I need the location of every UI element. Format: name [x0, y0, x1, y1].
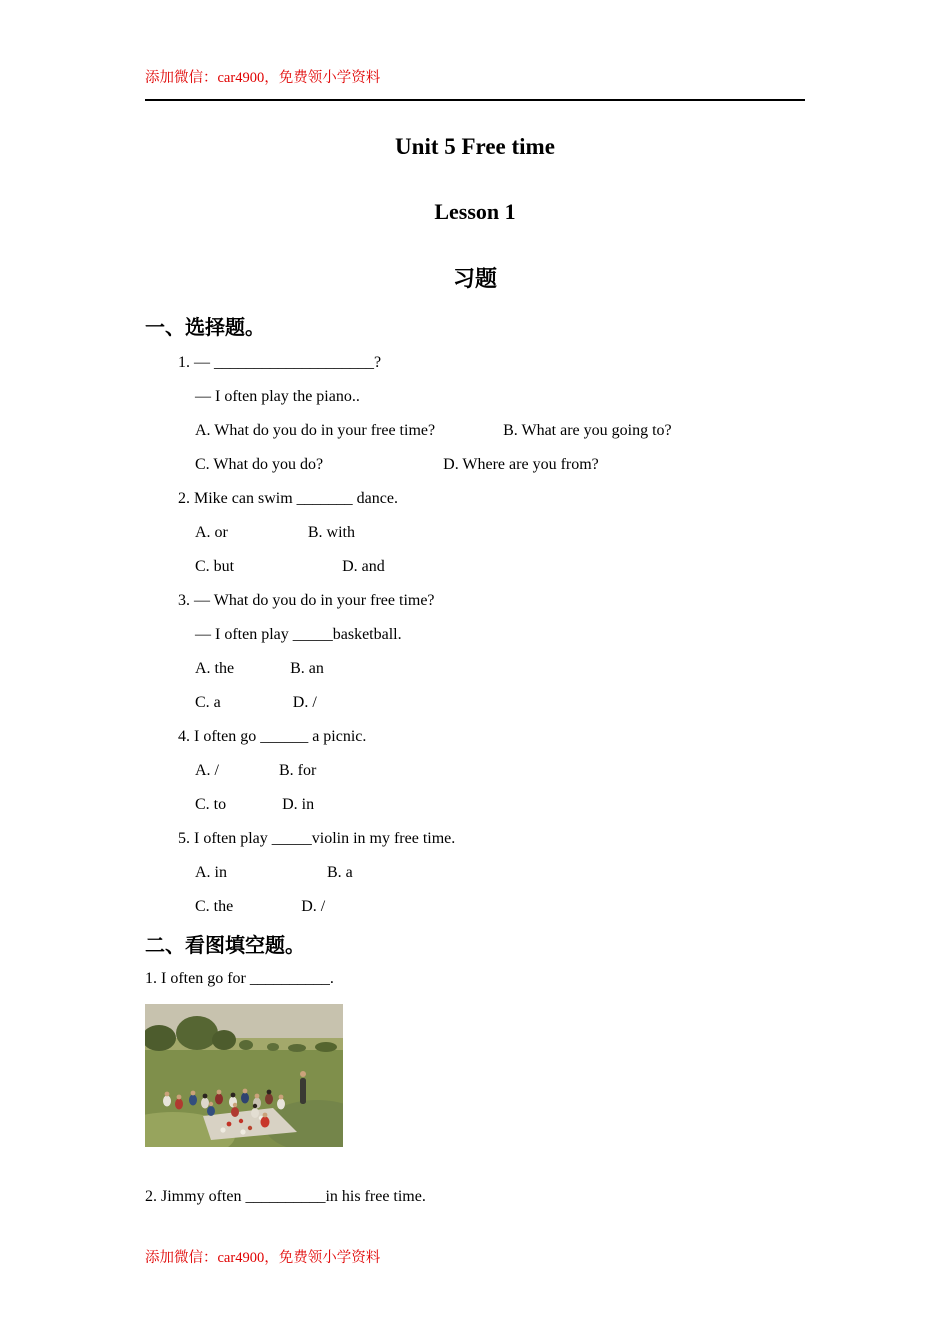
q2-stem: 2. Mike can swim _______ dance.: [178, 490, 398, 507]
q1-options-cd: C. What do you do? D. Where are you from?: [195, 456, 599, 473]
section1-heading: 一、选择题。: [145, 317, 265, 339]
q3-options-cd: C. a D. /: [195, 694, 317, 711]
section2-heading: 二、看图填空题。: [145, 935, 305, 957]
lesson-title: Lesson 1: [434, 199, 516, 224]
q1-stem: 1. — ____________________?: [178, 354, 382, 371]
q5-options-cd: C. the D. /: [195, 898, 326, 915]
picnic-photo-graphic: [145, 1004, 343, 1147]
q3-response: — I often play _____basketball.: [195, 626, 402, 643]
watermark-top: 添加微信：car4900，免费领小学资料: [145, 70, 381, 86]
q5-options-ab: A. in B. a: [195, 864, 353, 881]
exercise-title: 习题: [452, 266, 497, 291]
q5-stem: 5. I often play _____violin in my free time.: [178, 830, 456, 847]
fill-q2: 2. Jimmy often __________in his free time.: [145, 1188, 426, 1205]
unit-title: Unit 5 Free time: [395, 134, 555, 159]
q3-stem: 3. — What do you do in your free time?: [178, 592, 435, 609]
watermark-bottom: 添加微信：car4900，免费领小学资料: [145, 1250, 381, 1266]
q2-options-ab: A. or B. with: [195, 524, 355, 541]
divider-line: [145, 99, 805, 101]
choice-questions: [0, 346, 950, 924]
q1-response: — I often play the piano..: [195, 388, 360, 405]
q4-options-ab: A. / B. for: [195, 762, 317, 779]
q4-options-cd: C. to D. in: [195, 796, 315, 813]
picnic-photo: [145, 1004, 343, 1147]
fill-q1: 1. I often go for __________.: [145, 970, 334, 987]
q4-stem: 4. I often go ______ a picnic.: [178, 728, 367, 745]
q3-options-ab: A. the B. an: [195, 660, 324, 677]
q1-options-ab: A. What do you do in your free time? B. What are you going to?: [195, 422, 672, 439]
q2-options-cd: C. but D. and: [195, 558, 385, 575]
